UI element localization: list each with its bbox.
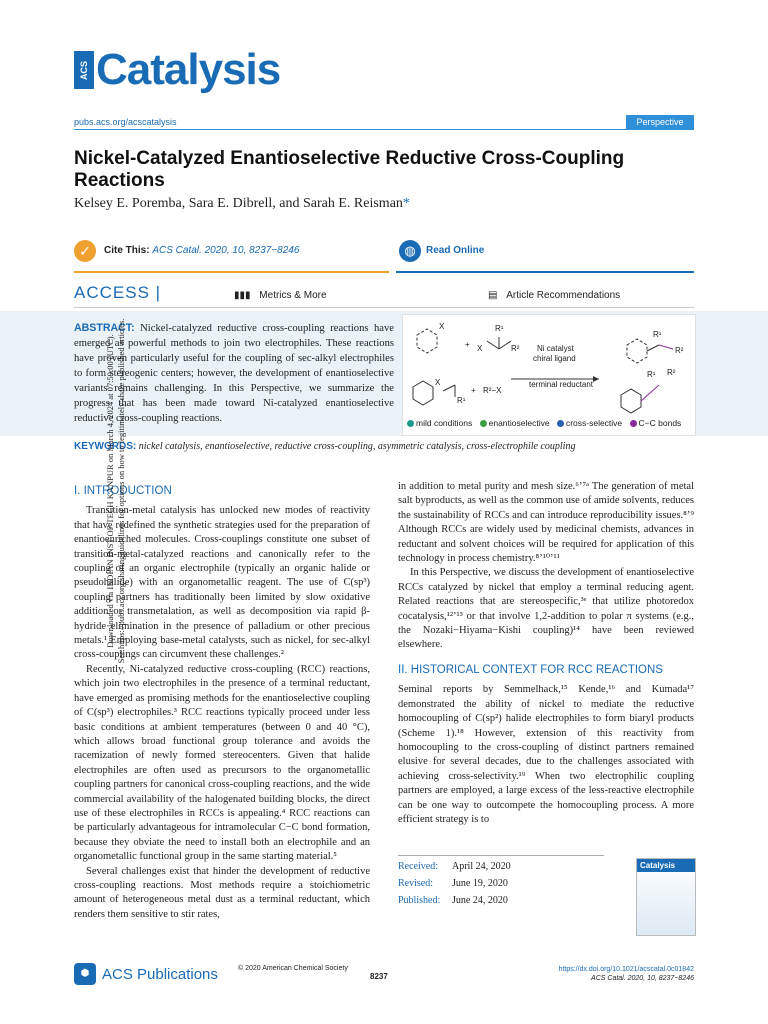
paragraph: in addition to metal purity and mesh size.⁶ʼ⁷ᵃ The generation of metal salt byproducts, as well as the common use of amide solvents, reduces the sustainability of RCCs and can introduce reproducibility issues.⁸ʼ⁹ Although RCCs are widely used by medicinal chemists, advances in reductant and solvent choices will be required for application of this technology in process chemistry.⁸ʼ¹⁰ʼ¹¹ [398,481,694,565]
publisher-name: ACS Publications [102,965,218,983]
header-rule [74,129,694,130]
article-title: Nickel-Catalyzed Enantioselective Reductive Cross-Coupling Reactions [74,148,625,191]
cite-this-label: Cite This: [104,245,150,256]
metrics-link[interactable] [234,290,327,301]
toc-r2x: R²−X [483,386,502,395]
legend-item: C−C bonds [625,418,682,428]
legend-dot-icon [480,420,487,427]
acs-hex-icon: ⬢ [74,963,96,985]
copyright: © 2020 American Chemical Society [238,965,348,972]
globe-icon: ◍ [399,240,421,262]
section-heading-history: II. HISTORICAL CONTEXT FOR RCC REACTIONS [398,663,663,676]
toc-legend [402,418,694,428]
received-date: Received: April 24, 2020 [398,861,511,872]
legend-item: enantioselective [475,418,550,428]
paragraph: In this Perspective, we discuss the development of enantioselective RCCs catalyzed by nickel that employ a terminal reducing agent. Related reactions that are stereospecific,³ᵉ that utilize photoredox cocatalysis,¹²ʼ¹³ or that involve 1,2-addition to polar π systems (e.g., the Nozaki−Hiyama−Kishi coupling)¹⁴ have been reviewed elsewhere. [398,567,694,651]
body-column-right [398,480,694,827]
authors-text: Kelsey E. Poremba, Sara E. Dibrell, and Sarah E. Reisman [74,196,403,211]
toc-cond1: Ni catalyst [537,344,574,353]
legend-dot-icon [630,420,637,427]
read-online-link[interactable]: Read Online [426,245,485,256]
download-note-line1: Downloaded via INDIAN INST OF TECH KANPUR on March 4, 2024 at 07:59:00 (UTC). [105,334,115,648]
toc-cond2: chiral ligand [533,354,576,363]
toc-x2: X [477,344,483,353]
check-icon: ✓ [74,240,96,262]
footer-citation: ACS Catal. 2020, 10, 8237−8246 [591,975,694,982]
journal-cover-thumbnail[interactable] [636,858,696,936]
access-label: ACCESS | [74,283,162,302]
toc-r1-d: R¹ [647,370,656,379]
journal-logo[interactable] [74,44,280,96]
cite-this-box[interactable] [74,237,389,273]
recommendations-label: Article Recommendations [506,290,621,301]
acs-publications-logo[interactable] [74,963,218,985]
cite-this-text [104,245,299,256]
corresponding-author-mark[interactable]: * [402,196,410,211]
toc-plus1: + [465,340,470,349]
abstract-text: Nickel-catalyzed reductive cross-coupling reactions have emerged as powerful methods to join two electrophiles. These reactions have proven particularly useful for the coupling of sec-alkyl electrophiles to form stereogenic centers; however, the development of enantioselective variants remains challenging. In this Perspective, we summarize the progress that has been made toward Ni-catalyzed enantioselective reductive cross-coupling reactions. [74,323,394,424]
journal-url-link[interactable]: pubs.acs.org/acscatalysis [74,117,177,127]
author-list [74,196,410,212]
paragraph: Recently, Ni-catalyzed reductive cross-coupling (RCC) reactions, which join two electrophiles in the presence of a terminal reductant, have emerged as promising methods for the enantioselective coupling of C(sp³) electrophiles.³ RCC reactions typically proceed under less basic conditions at ambient temperatures (between 0 and 40 °C), which allows broad functional group tolerance and avoids the racemization of newly formed stereocenters. Given that halide electrophiles are often used as precursors to the organometallic coupling partners for canonical cross-coupling reactions, and the wide commercial availability of the halogenated building blocks, the direct use of these electrophiles in RCCs is appealing.⁴ RCC reactions can be particularly advantageous for intramolecular C−C bond formation, because they obviate the need to install both an electrophile and an organometallic functional group in the same starting material.⁵ [74,663,370,863]
download-note-line2: See https://pubs.acs.org/sharingguidelines for options on how to legitimately share published articles. [116,318,126,664]
revised-date: Revised: June 19, 2020 [398,878,508,889]
toc-r1-b: R¹ [457,396,466,405]
keywords-label: KEYWORDS: [74,441,137,452]
toc-r1-c: R¹ [653,330,662,339]
paragraph: Several challenges exist that hinder the development of reductive cross-coupling reactions. Most methods require a stoichiometric amount of heterogeneous metal dust as a terminal reductant, which renders them sensitive to stir rates, [74,865,370,920]
acs-logo-box: ACS [74,51,94,89]
toc-x3: X [435,378,441,387]
download-note [105,291,127,691]
read-online-box[interactable] [396,237,694,273]
legend-dot-icon [407,420,414,427]
access-row [74,283,694,308]
keywords-text: nickel catalysis, enantioselective, reductive cross-coupling, asymmetric catalysis, cross-electrophile coupling [138,441,576,452]
published-date: Published: June 24, 2020 [398,895,508,906]
bar-chart-icon: ▮▮▮ [234,290,251,301]
section-heading-introduction: I. INTRODUCTION [74,485,172,497]
paragraph: Seminal reports by Semmelhack,¹⁵ Kende,¹⁶ and Kumada¹⁷ demonstrated the ability of nickel to mediate the reductive homocoupling of C(sp²) halide electrophiles to form biaryl products (Scheme 1).¹⁸ However, extension of this reactivity from homocoupling to the cross-coupling of distinct partners remained elusive for several decades, due to the challenges associated with achieving cross-selectivity.¹⁹ When two electrophilic coupling partners are employed, a large excess of the less-reactive electrophile can be one way to outcompete the homocoupling process. A more efficient strategy is to [398,684,694,825]
paragraph: Transition-metal catalysis has unlocked new modes of reactivity that have redefined the synthetic strategies used for the preparation of enantioenriched molecules. Cross-couplings constitute one subset of transition-metal-catalyzed reactions and canonically refer to the coupling of an organic electrophile (typically an organic halide or pseudohalide) with an organometallic reagent. The use of C(sp³) coupling partners has traditionally been limited by slow oxidative addition or transmetalation, as well as decomposition via rapid β-hydride elimination in the presence of palladium or other precious metals.¹ Employing base-metal catalysts, such as nickel, for sec-alkyl cross-couplings can circumvent these challenges.² [74,505,370,661]
toc-plus2: + [471,386,476,395]
legend-item: cross-selective [552,418,622,428]
abstract-label: ABSTRACT: [74,322,135,334]
article-type-badge: Perspective [626,115,694,129]
keywords [74,441,694,452]
reaction-scheme [403,315,695,419]
doi-block [520,965,694,983]
cite-reference-link[interactable]: ACS Catal. 2020, 10, 8237−8246 [152,245,300,256]
toc-cond3: terminal reductant [529,380,594,389]
toc-r1-a: R¹ [495,324,504,333]
toc-x1: X [439,322,445,331]
toc-r2-c: R² [675,346,684,355]
toc-r2-a: R² [511,344,520,353]
thumb-title: Catalysis [637,859,695,872]
journal-logo-text: Catalysis [96,45,281,94]
doi-link[interactable]: https://dx.doi.org/10.1021/acscatal.0c01842 [558,966,694,973]
toc-r2-d: R² [667,368,676,377]
legend-item: mild conditions [402,418,472,428]
article-dates [398,855,604,909]
recommendations-link[interactable] [488,290,620,301]
article-icon: ▤ [488,290,498,301]
legend-dot-icon [557,420,564,427]
metrics-label: Metrics & More [259,290,327,301]
page-number: 8237 [370,972,388,981]
